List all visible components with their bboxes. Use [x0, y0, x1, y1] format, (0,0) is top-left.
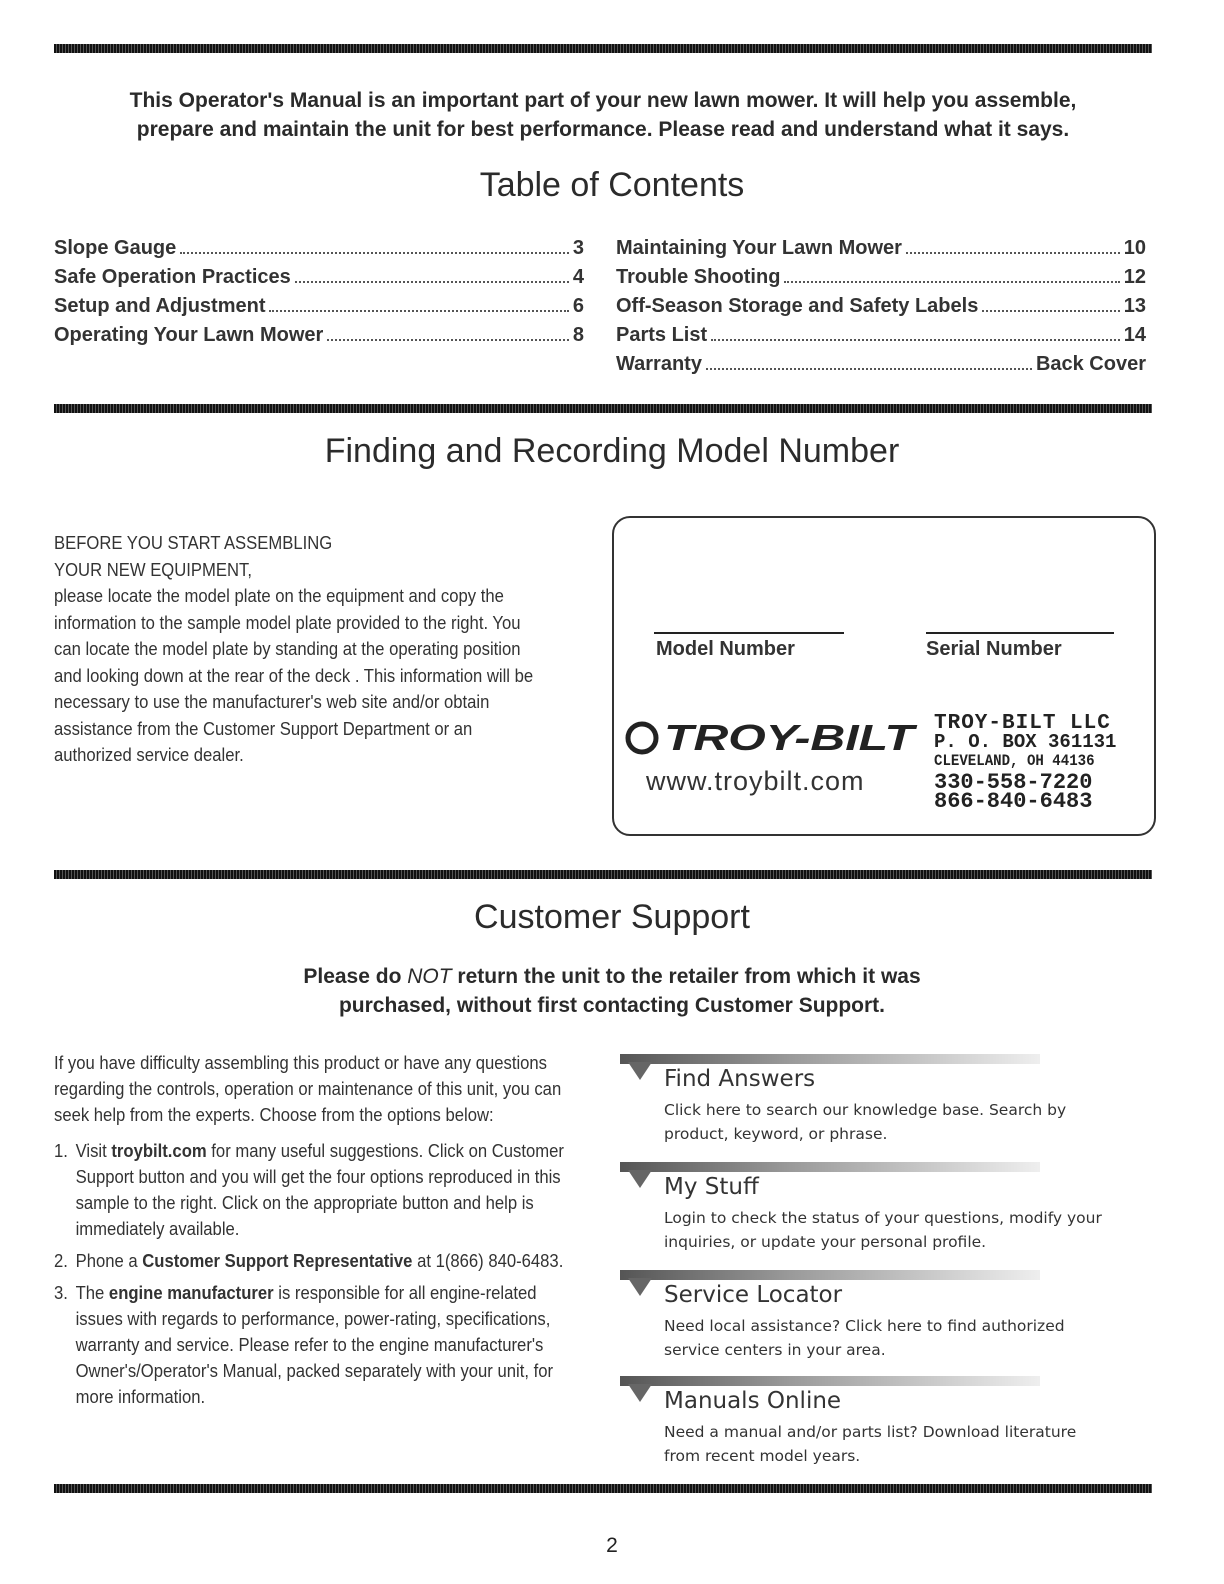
support-title: Customer Support: [474, 898, 750, 936]
model-body: please locate the model plate on the equipment and copy the information to the sample model plate provided to the right. You can locate the model plate by standing at the operating position and looking down at the rear of the deck . This information will be necessary to use the manufacturer's web site and/or obtain assistance from the Customer Support Department or an authorized service dealer.: [54, 585, 534, 765]
intro-text: [54, 86, 1152, 144]
model-instructions: [54, 530, 540, 769]
phone-2: 866-840-6483: [934, 789, 1093, 814]
intro-line-2: prepare and maintain the unit for best performance. Please read and understand what it says.: [136, 118, 1070, 141]
divider-model: [54, 404, 1152, 413]
model-number-line: [654, 632, 844, 634]
model-section-title: Finding and Recording Model Number: [324, 432, 900, 470]
po-box: P. O. BOX 361131: [934, 731, 1117, 753]
toc-title: Table of Contents: [479, 166, 745, 204]
model-heading-1: BEFORE YOU START ASSEMBLING: [54, 532, 333, 553]
option-title: My Stuff: [664, 1174, 759, 1200]
option-description: Need local assistance? Click here to find authorized service centers in your area.: [664, 1317, 1065, 1359]
serial-number-line: [926, 632, 1114, 634]
toc-entry[interactable]: Setup and Adjustment 6: [54, 295, 584, 317]
option-description: Need a manual and/or parts list? Download literature from recent model years.: [664, 1423, 1077, 1465]
company-address: [934, 712, 1117, 814]
toc-entry[interactable]: Warranty Back Cover: [616, 353, 1146, 375]
triangle-icon: [628, 1278, 652, 1296]
serial-number-label: Serial Number: [926, 638, 1062, 660]
toc-entry[interactable]: Safe Operation Practices 4: [54, 266, 584, 288]
troybilt-link[interactable]: troybilt.com: [111, 1140, 207, 1161]
toc-right-column: [616, 234, 1146, 379]
model-number-label: Model Number: [656, 638, 795, 660]
toc-left-column: [54, 234, 584, 350]
list-item: 2. Phone a Customer Support Representative at 1(866) 840-6483.: [54, 1250, 564, 1271]
support-option-list: [54, 1138, 585, 1410]
toc-entry[interactable]: Trouble Shooting 12: [616, 266, 1146, 288]
company-name: TROY-BILT LLC: [934, 712, 1111, 735]
option-title: Find Answers: [664, 1066, 816, 1092]
my-stuff-button[interactable]: [620, 1162, 1100, 1262]
toc-entry[interactable]: Off-Season Storage and Safety Labels 13: [616, 295, 1146, 317]
option-title: Service Locator: [664, 1282, 843, 1308]
page-number: 2: [606, 1534, 618, 1557]
triangle-icon: [628, 1170, 652, 1188]
option-description: Login to check the status of your questions, modify your inquiries, or update your personal profile.: [664, 1209, 1102, 1251]
find-answers-button[interactable]: [620, 1054, 1100, 1154]
sample-model-plate: [612, 516, 1156, 836]
list-item: 3. The engine manufacturer is responsible for all engine-related issues with regards to performance, power-rating, specifications, warranty and service. Please refer to the engine manufacturer's Owner's/Operator's Manual, packed separately with your unit, for more information.: [54, 1282, 554, 1407]
intro-line-1: This Operator's Manual is an important part of your new lawn mower. It will help you assemble,: [129, 89, 1077, 112]
service-locator-button[interactable]: [620, 1270, 1100, 1370]
divider-support: [54, 870, 1152, 879]
city-line: CLEVELAND, OH 44136: [934, 752, 1095, 770]
triangle-icon: [628, 1384, 652, 1402]
not-emphasis: NOT: [407, 965, 452, 988]
toc-entry[interactable]: Maintaining Your Lawn Mower 10: [616, 237, 1146, 259]
toc-entry[interactable]: Slope Gauge 3: [54, 237, 584, 259]
top-divider: [54, 44, 1152, 53]
phone-1: 330-558-7220: [934, 770, 1093, 795]
svg-text:TROY-BILT: TROY-BILT: [664, 717, 919, 758]
option-title: Manuals Online: [664, 1388, 842, 1414]
bottom-divider: [54, 1484, 1152, 1493]
manuals-online-button[interactable]: [620, 1376, 1100, 1476]
list-item: 1. Visit troybilt.com for many useful suggestions. Click on Customer Support button and you will get the four options reproduced in this sample to the right. Click on the appropriate button and help is immediately available.: [54, 1140, 564, 1239]
toc-entry[interactable]: Parts List 14: [616, 324, 1146, 346]
support-intro: If you have difficulty assembling this product or have any questions regarding the controls, operation or maintenance of this unit, you can seek help from the experts. Choose from the options below:: [54, 1052, 562, 1125]
support-instructions: [54, 1050, 585, 1416]
option-description: Click here to search our knowledge base. Search by product, keyword, or phrase.: [664, 1101, 1067, 1143]
toc-entry[interactable]: Operating Your Lawn Mower 8: [54, 324, 584, 346]
model-heading-2: YOUR NEW EQUIPMENT,: [54, 558, 252, 580]
triangle-icon: [628, 1062, 652, 1080]
troy-bilt-logo: [622, 714, 922, 762]
support-notice: Please do NOT return the unit to the retailer from which it was purchased, without first contacting Customer Support.: [303, 965, 921, 1017]
website-text: www.troybilt.com: [646, 766, 865, 796]
